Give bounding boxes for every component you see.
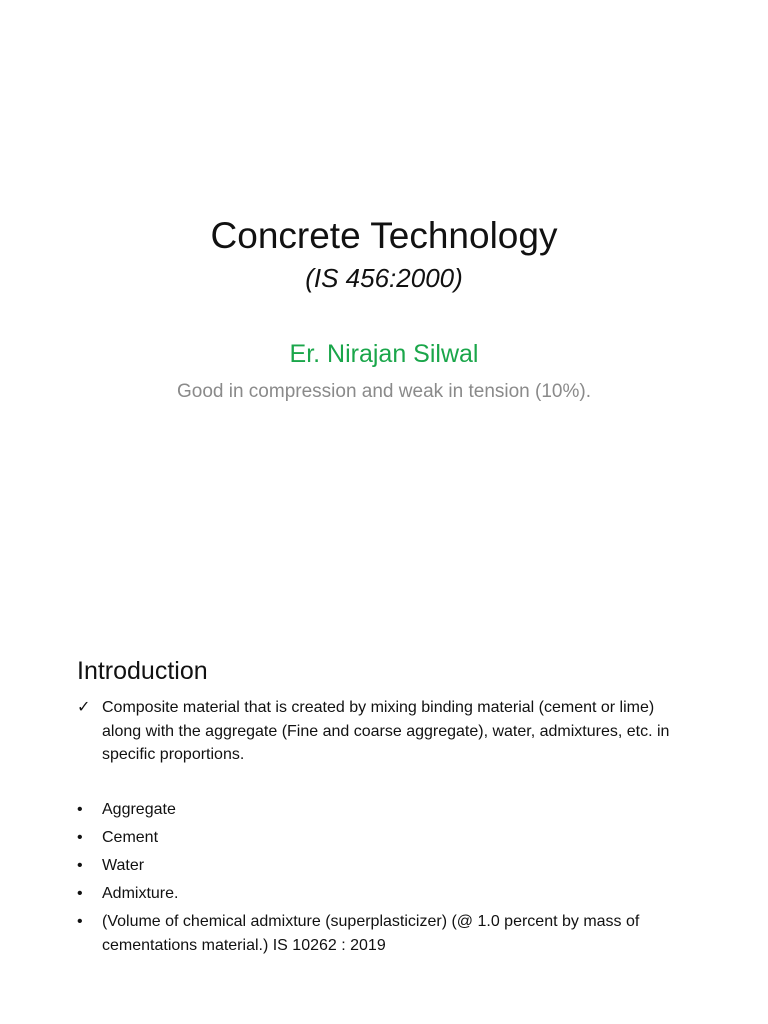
tagline: Good in compression and weak in tension (10%).: [176, 381, 591, 402]
list-item-text: (Volume of chemical admixture (superplasticizer) (@ 1.0 percent by mass of cementations material.) IS 10262 : 2019: [102, 913, 640, 954]
list-item: [77, 826, 697, 850]
slide-subtitle: (IS 456:2000): [305, 263, 463, 293]
list-item-text: Cement: [102, 829, 159, 846]
list-item: [77, 798, 697, 822]
author-name: Er. Nirajan Silwal: [289, 340, 479, 368]
introduction-slide: [0, 612, 768, 1024]
list-item: [77, 910, 697, 957]
list-item: [77, 854, 697, 878]
bullet-icon: •: [77, 885, 83, 902]
bullet-icon: •: [77, 801, 83, 818]
check-icon: ✓: [77, 699, 91, 716]
bullet-icon: •: [77, 913, 83, 930]
slide-title: Concrete Technology: [210, 215, 558, 256]
bullet-list: [77, 798, 697, 962]
bullet-icon: •: [77, 857, 83, 874]
bullet-icon: •: [77, 829, 83, 846]
check-item-text: Composite material that is created by mixing binding material (cement or lime) along with the aggregate (Fine and coarse aggregate), water, admixtures, etc. in specific proportions.: [102, 699, 670, 763]
list-item-text: Water: [102, 857, 145, 874]
list-item: [77, 882, 697, 906]
list-item-text: Aggregate: [102, 801, 176, 818]
section-heading: Introduction: [77, 657, 208, 685]
list-item-text: Admixture.: [102, 885, 179, 902]
check-list-item: [77, 696, 697, 767]
